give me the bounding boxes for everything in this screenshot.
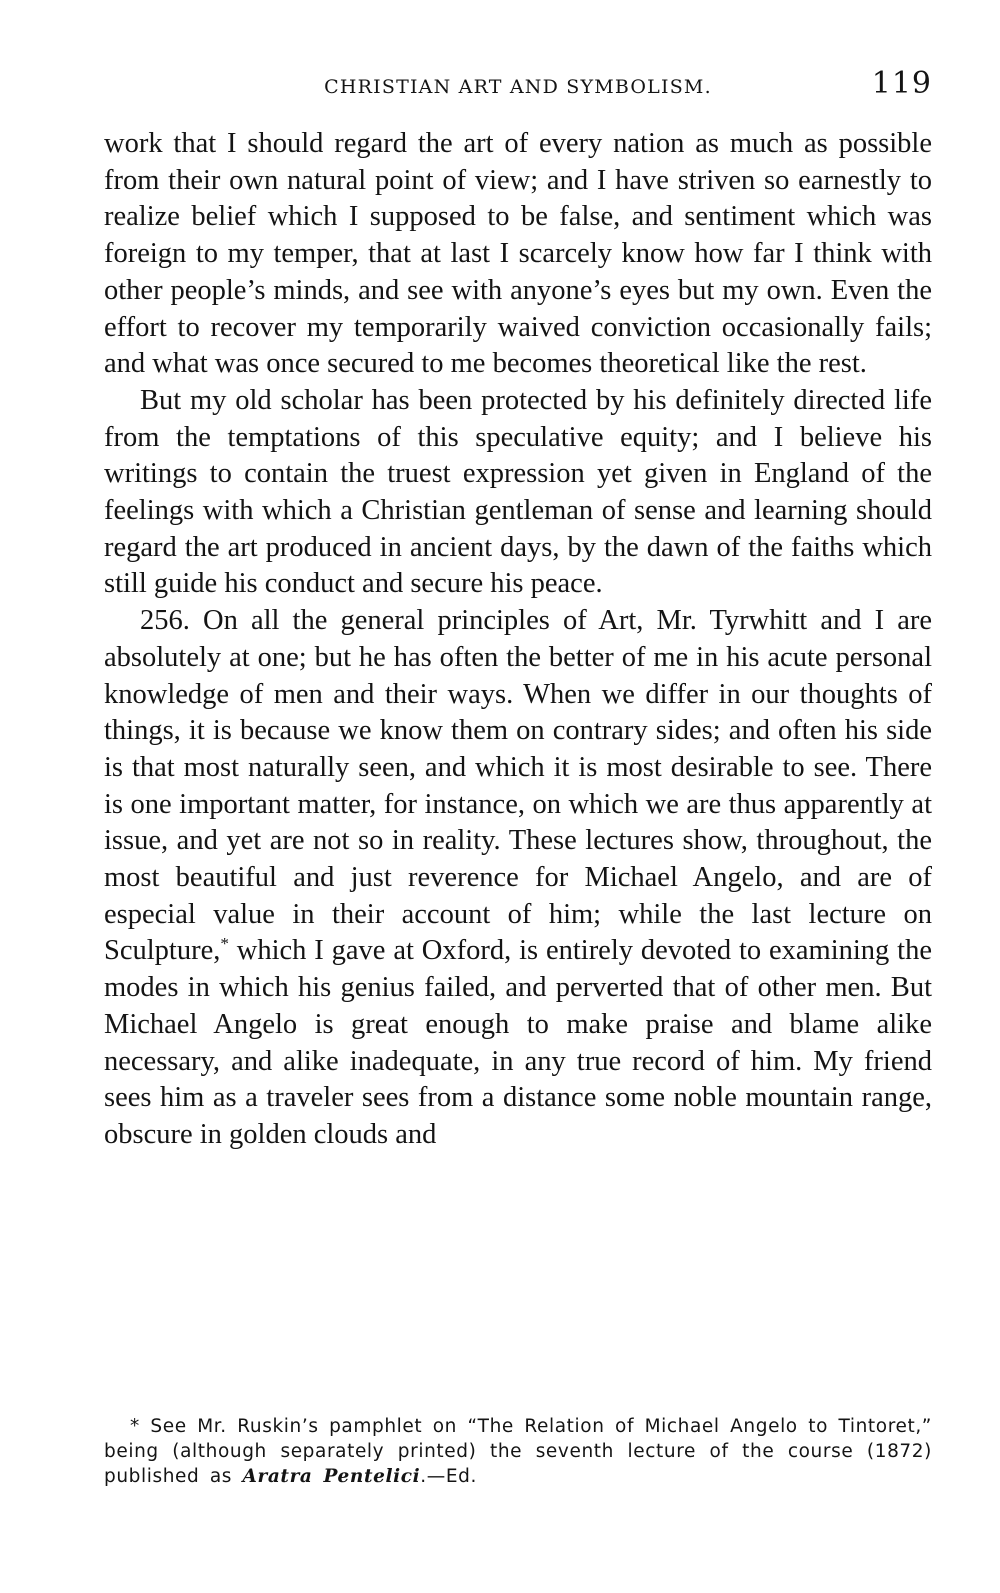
page-number: 119: [871, 66, 932, 101]
paragraph-256-text-b: which I gave at Oxford, is entirely devoted to examining the modes in which his genius failed, and perverted that of other men. But Michael Angelo is great enough to make praise and blame alike necessary, and alike inadequate, in any true record of him. My friend sees him as a traveler sees from a distance some noble mountain range, obscure in golden clouds and: [104, 935, 932, 1150]
footnote-text: [104, 1414, 932, 1489]
footnote-reference-mark: *: [220, 934, 229, 954]
paragraph-old-scholar: But my old scholar has been protected by his definitely directed life from the temptations of this speculative equity; and I believe his writings to contain the truest expression yet given in England of the feelings with which a Christian gentleman of sense and learning should regard the art produced in ancient days, by the dawn of the faiths which still guide his conduct and secure his peace.: [104, 384, 932, 600]
running-head: [104, 62, 932, 102]
footnote-editor-note: .—Ed.: [420, 1466, 477, 1487]
footnote-mark: *: [130, 1416, 140, 1437]
footnote-body: See Mr. Ruskin’s pamphlet on “The Relation of Michael Angelo to Tintoret,” being (although separately printed) the seventh lecture of the course (1872) published as: [104, 1416, 932, 1487]
paragraph-continued: work that I should regard the art of every nation as much as possible from their own natural point of view; and I have striven so earnestly to realize belief which I supposed to be false, and sentiment which was foreign to my temper, that at last I scarcely know how far I think with other people’s minds, and see with anyone’s eyes but my own. Even the effort to recover my temporarily waived conviction occasionally fails; and what was once secured to me becomes theoretical like the rest.: [104, 128, 932, 380]
running-title: CHRISTIAN ART AND SYMBOLISM.: [324, 76, 712, 98]
footnote: [104, 1414, 932, 1489]
footnote-book-title: Aratra Pentelici: [242, 1466, 421, 1487]
paragraph-256-text-a: 256. On all the general principles of Art, Mr. Tyrwhitt and I are absolutely at one; but he has often the better of me in his acute personal knowledge of men and their ways. When we differ in our thoughts of things, it is because we know them on contrary sides; and often his side is that most naturally seen, and which it is most desirable to see. There is one important matter, for instance, on which we are thus apparently at issue, and yet are not so in reality. These lectures show, throughout, the most beautiful and just reverence for Michael Angelo, and are of especial value in their account of him; while the last lecture on Sculpture,: [104, 605, 932, 967]
body-text: [104, 126, 932, 1154]
paragraph-256: [104, 603, 932, 1154]
